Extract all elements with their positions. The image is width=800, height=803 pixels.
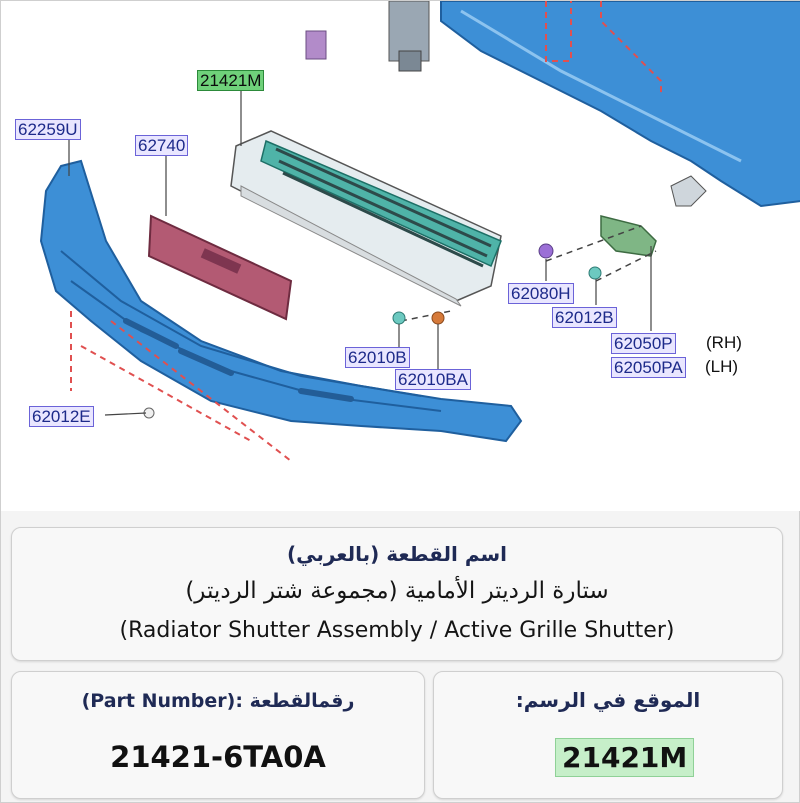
side-rh-label: (RH)	[706, 333, 742, 352]
callout-62259U[interactable]: 62259U	[15, 119, 81, 140]
location-card	[433, 671, 783, 799]
part-number-label: (Part Number): رقمالقطعة	[81, 690, 355, 712]
part-name-card	[11, 527, 783, 661]
part-name-arabic: ستارة الرديتر الأمامية (مجموعة شتر الرديتر)	[185, 578, 609, 604]
part-name-title: اسم القطعة (بالعربي)	[286, 542, 508, 566]
part-name-english: (Radiator Shutter Assembly / Active Grille Shutter)	[119, 618, 675, 643]
location-badge: 21421M	[555, 738, 694, 777]
callout-62740[interactable]: 62740	[135, 135, 188, 156]
callout-62012E[interactable]: 62012E	[29, 406, 94, 427]
callout-62050PA[interactable]: 62050PA	[611, 357, 686, 378]
part-number-value: 21421-6TA0A	[110, 740, 326, 774]
callout-62010BA[interactable]: 62010BA	[395, 369, 471, 390]
right-small-bracket	[671, 176, 706, 206]
callout-62050P[interactable]: 62050P	[611, 333, 676, 354]
part-number-card	[11, 671, 425, 799]
parts-diagram	[1, 1, 800, 511]
top-bracket-base	[399, 51, 421, 71]
exploded-view-drawing	[1, 1, 800, 511]
clip-62080H	[539, 244, 553, 258]
callout-62010B[interactable]: 62010B	[345, 347, 410, 368]
location-label: الموقع في الرسم:	[515, 688, 701, 712]
clip-62010B	[393, 312, 405, 324]
top-clip	[306, 31, 326, 59]
side-bracket	[601, 216, 656, 256]
license-plate-bracket	[149, 216, 291, 319]
side-lh-label: (LH)	[705, 357, 739, 376]
clip-62012B	[589, 267, 601, 279]
clip-62010BA	[432, 312, 444, 324]
callout-21421M[interactable]: 21421M	[197, 70, 264, 91]
callout-62012B[interactable]: 62012B	[552, 307, 617, 328]
callout-62080H[interactable]: 62080H	[508, 283, 574, 304]
